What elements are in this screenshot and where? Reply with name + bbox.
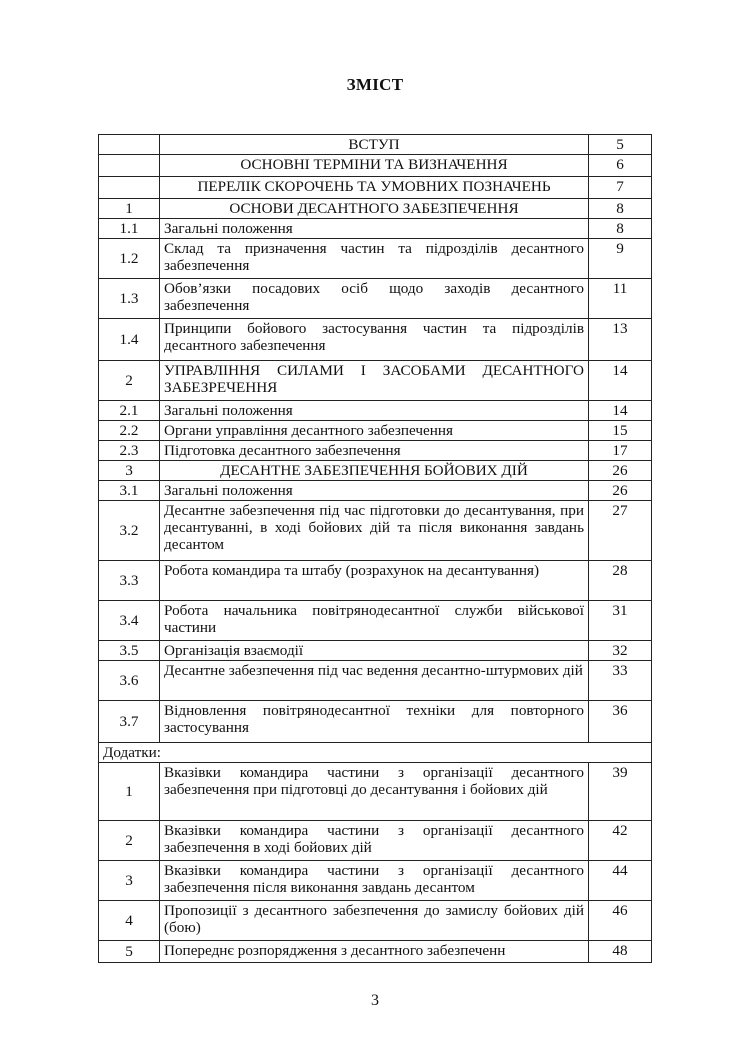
section-page: 5 bbox=[589, 135, 652, 155]
section-number: 3.4 bbox=[99, 601, 160, 641]
section-number: 2.3 bbox=[99, 441, 160, 461]
section-title: ОСНОВНІ ТЕРМІНИ ТА ВИЗНАЧЕННЯ bbox=[160, 155, 589, 177]
appendix-title: Пропозиції з десантного забезпечення до замислу бойових дій (бою) bbox=[160, 901, 589, 941]
section-page: 15 bbox=[589, 421, 652, 441]
toc-row bbox=[99, 177, 652, 199]
toc-row bbox=[99, 361, 652, 401]
appendix-page: 42 bbox=[589, 821, 652, 861]
section-page: 36 bbox=[589, 701, 652, 743]
toc-row bbox=[99, 701, 652, 743]
section-title: Загальні положення bbox=[160, 481, 589, 501]
section-title: Організація взаємодії bbox=[160, 641, 589, 661]
section-page: 14 bbox=[589, 361, 652, 401]
section-page: 6 bbox=[589, 155, 652, 177]
section-number: 3.7 bbox=[99, 701, 160, 743]
appendix-row bbox=[99, 901, 652, 941]
section-title: Підготовка десантного забезпечення bbox=[160, 441, 589, 461]
section-number: 2 bbox=[99, 361, 160, 401]
appendix-number: 2 bbox=[99, 821, 160, 861]
contents-table bbox=[98, 134, 652, 963]
toc-row bbox=[99, 641, 652, 661]
appendix-number: 3 bbox=[99, 861, 160, 901]
section-title: Принципи бойового застосування частин та підрозділів десантного забезпечення bbox=[160, 319, 589, 361]
section-page: 8 bbox=[589, 199, 652, 219]
section-number: 3.6 bbox=[99, 661, 160, 701]
section-number: 3.5 bbox=[99, 641, 160, 661]
toc-row bbox=[99, 239, 652, 279]
section-page: 17 bbox=[589, 441, 652, 461]
section-page: 11 bbox=[589, 279, 652, 319]
section-title: Склад та призначення частин та підрозділів десантного забезпечення bbox=[160, 239, 589, 279]
toc-row bbox=[99, 135, 652, 155]
section-number: 3.1 bbox=[99, 481, 160, 501]
section-page: 7 bbox=[589, 177, 652, 199]
section-title: Десантне забезпечення під час ведення десантно-штурмових дій bbox=[160, 661, 589, 701]
toc-row bbox=[99, 601, 652, 641]
appendix-page: 48 bbox=[589, 941, 652, 963]
toc-row bbox=[99, 661, 652, 701]
section-number: 3.3 bbox=[99, 561, 160, 601]
section-number: 1 bbox=[99, 199, 160, 219]
section-page: 14 bbox=[589, 401, 652, 421]
section-title: Обов’язки посадових осіб щодо заходів десантного забезпечення bbox=[160, 279, 589, 319]
section-page: 9 bbox=[589, 239, 652, 279]
section-page: 26 bbox=[589, 461, 652, 481]
appendix-header-row bbox=[99, 743, 652, 763]
appendix-row bbox=[99, 861, 652, 901]
section-title: Робота командира та штабу (розрахунок на десантування) bbox=[160, 561, 589, 601]
section-title: Органи управління десантного забезпечення bbox=[160, 421, 589, 441]
toc-row bbox=[99, 461, 652, 481]
contents-table-body bbox=[99, 135, 652, 963]
appendix-number: 4 bbox=[99, 901, 160, 941]
appendix-title: Вказівки командира частини з організації десантного забезпечення при підготовці до десантування і бойових дій bbox=[160, 763, 589, 821]
section-title: Загальні положення bbox=[160, 401, 589, 421]
section-number: 3.2 bbox=[99, 501, 160, 561]
section-page: 13 bbox=[589, 319, 652, 361]
section-number: 2.1 bbox=[99, 401, 160, 421]
section-page: 26 bbox=[589, 481, 652, 501]
appendix-page: 46 bbox=[589, 901, 652, 941]
toc-row bbox=[99, 421, 652, 441]
section-number: 1.2 bbox=[99, 239, 160, 279]
toc-row bbox=[99, 279, 652, 319]
appendix-number: 1 bbox=[99, 763, 160, 821]
toc-row bbox=[99, 219, 652, 239]
toc-row bbox=[99, 481, 652, 501]
section-title: Десантне забезпечення під час підготовки до десантування, при десантуванні, в ході бойових дій та після виконання завдань десантом bbox=[160, 501, 589, 561]
section-page: 27 bbox=[589, 501, 652, 561]
section-number: 1.4 bbox=[99, 319, 160, 361]
appendix-row bbox=[99, 763, 652, 821]
appendix-row bbox=[99, 941, 652, 963]
section-title: Загальні положення bbox=[160, 219, 589, 239]
section-title: УПРАВЛІННЯ СИЛАМИ І ЗАСОБАМИ ДЕСАНТНОГО ЗАБЕЗРЕЧЕННЯ bbox=[160, 361, 589, 401]
toc-row bbox=[99, 199, 652, 219]
section-page: 8 bbox=[589, 219, 652, 239]
section-number bbox=[99, 155, 160, 177]
page-title: ЗМІСТ bbox=[346, 75, 404, 94]
section-page: 33 bbox=[589, 661, 652, 701]
toc-row bbox=[99, 319, 652, 361]
section-title: ПЕРЕЛІК СКОРОЧЕНЬ ТА УМОВНИХ ПОЗНАЧЕНЬ bbox=[160, 177, 589, 199]
appendix-title: Вказівки командира частини з організації десантного забезпечення після виконання завдань десантом bbox=[160, 861, 589, 901]
appendix-page: 39 bbox=[589, 763, 652, 821]
section-page: 31 bbox=[589, 601, 652, 641]
section-page: 32 bbox=[589, 641, 652, 661]
section-title: Відновлення повітрянодесантної техніки для повторного застосування bbox=[160, 701, 589, 743]
section-number bbox=[99, 177, 160, 199]
section-number: 1.1 bbox=[99, 219, 160, 239]
toc-row bbox=[99, 401, 652, 421]
appendix-number: 5 bbox=[99, 941, 160, 963]
section-number: 2.2 bbox=[99, 421, 160, 441]
section-number: 3 bbox=[99, 461, 160, 481]
appendix-row bbox=[99, 821, 652, 861]
section-number bbox=[99, 135, 160, 155]
toc-row bbox=[99, 501, 652, 561]
appendix-page: 44 bbox=[589, 861, 652, 901]
section-title: ВСТУП bbox=[160, 135, 589, 155]
section-title: ОСНОВИ ДЕСАНТНОГО ЗАБЕЗПЕЧЕННЯ bbox=[160, 199, 589, 219]
appendix-title: Попереднє розпорядження з десантного забезпеченн bbox=[160, 941, 589, 963]
toc-row bbox=[99, 561, 652, 601]
toc-row bbox=[99, 155, 652, 177]
section-number: 1.3 bbox=[99, 279, 160, 319]
toc-row bbox=[99, 441, 652, 461]
section-page: 28 bbox=[589, 561, 652, 601]
section-title: Робота начальника повітрянодесантної служби військової частини bbox=[160, 601, 589, 641]
section-title: ДЕСАНТНЕ ЗАБЕЗПЕЧЕННЯ БОЙОВИХ ДІЙ bbox=[160, 461, 589, 481]
page-number: 3 bbox=[371, 992, 379, 1009]
appendix-title: Вказівки командира частини з організації десантного забезпечення в ході бойових дій bbox=[160, 821, 589, 861]
appendix-label: Додатки: bbox=[99, 743, 652, 763]
